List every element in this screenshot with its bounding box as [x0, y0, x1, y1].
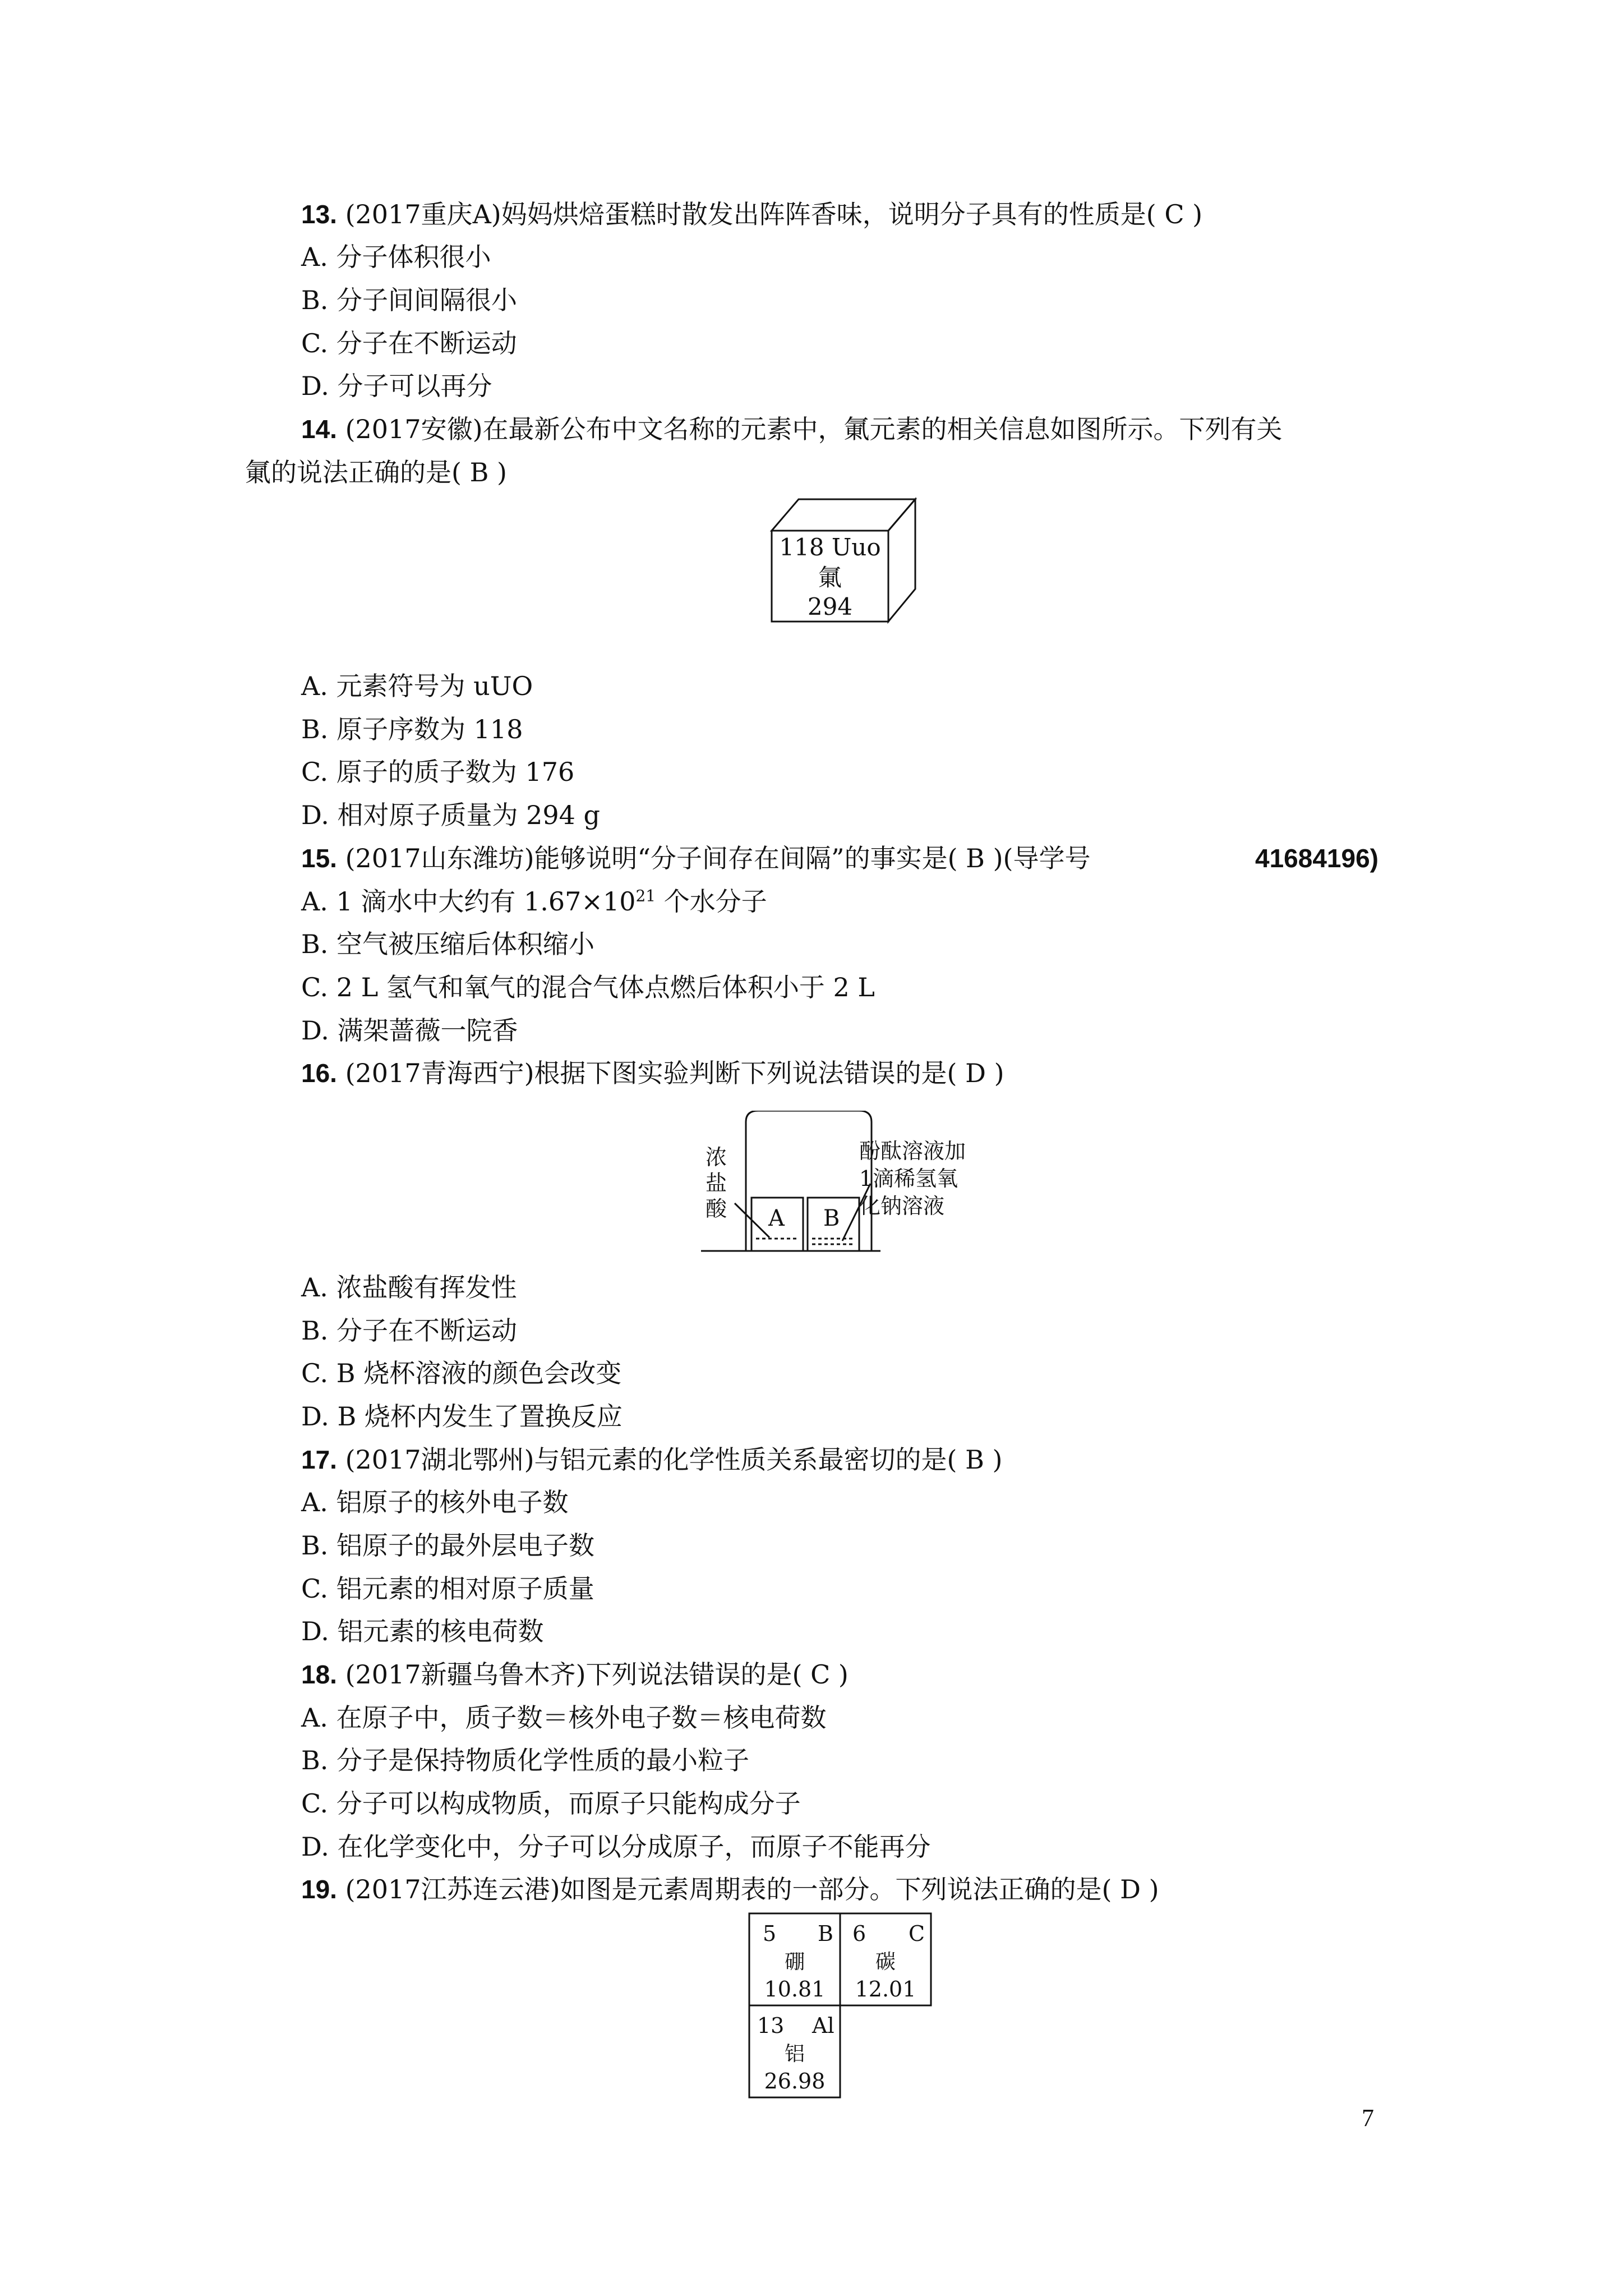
question-15-option-c: C. 2 L 氢气和氧气的混合气体点燃后体积小于 2 L: [301, 972, 875, 1002]
aluminum-mass: 26.98: [764, 2069, 826, 2093]
beaker-a-label: A: [768, 1205, 785, 1231]
question-16-number: 16.: [301, 1059, 337, 1088]
question-18-stem: [301, 1658, 849, 1691]
question-14-text: (2017安徽)在最新公布中文名称的元素中，氭元素的相关信息如图所示。下列有关: [345, 414, 1283, 444]
question-18-number: 18.: [301, 1660, 337, 1689]
question-18-option-c: C. 分子可以构成物质，而原子只能构成分子: [301, 1788, 801, 1819]
cube-element-name: 氭: [818, 564, 842, 591]
question-19-stem: [301, 1872, 1159, 1906]
aluminum-number: 13: [757, 2013, 785, 2038]
beaker-b-label: B: [823, 1205, 840, 1231]
question-17-stem: [301, 1443, 1002, 1476]
question-15-option-a-prefix: A. 1 滴水中大约有 1.67×10: [301, 886, 636, 917]
experiment-figure: [695, 1111, 987, 1262]
question-15-option-a-exponent: 21: [635, 886, 656, 905]
cube-side-face: [888, 499, 915, 622]
question-17-number: 17.: [301, 1445, 337, 1474]
question-14-number: 14.: [301, 415, 337, 444]
boron-number: 5: [763, 1921, 777, 1946]
question-15-option-d: D. 满架蔷薇一院香: [301, 1015, 518, 1046]
bell-jar: [746, 1111, 872, 1251]
element-cube-figure: [768, 494, 925, 628]
cube-atomic-mass: 294: [807, 593, 853, 620]
aluminum-name: 铝: [784, 2042, 805, 2065]
question-19-number: 19.: [301, 1875, 337, 1904]
question-15-option-b: B. 空气被压缩后体积缩小: [301, 929, 595, 959]
question-13-stem: [301, 197, 1202, 231]
cube-top-face: [772, 499, 915, 531]
carbon-mass: 12.01: [855, 1977, 916, 2001]
right-label-line2: 1滴稀氢氧: [859, 1166, 958, 1191]
left-label-line2: 盐: [706, 1171, 727, 1195]
question-17-text: (2017湖北鄂州)与铝元素的化学性质关系最密切的是( B ): [345, 1444, 1003, 1475]
question-13-text: (2017重庆A)妈妈烘焙蛋糕时散发出阵阵香味，说明分子具有的性质是( C ): [345, 199, 1203, 229]
question-15-text: (2017山东潍坊)能够说明“分子间存在间隔”的事实是( B )(导学号: [345, 843, 1091, 873]
aluminum-symbol: Al: [812, 2013, 834, 2038]
question-18-option-a: A. 在原子中，质子数＝核外电子数＝核电荷数: [301, 1703, 827, 1733]
question-14-stem-line1: [301, 412, 1283, 446]
question-16-option-d: D. B 烧杯内发生了置换反应: [301, 1401, 623, 1432]
boron-symbol: B: [818, 1921, 833, 1946]
question-18-option-d: D. 在化学变化中，分子可以分成原子，而原子不能再分: [301, 1832, 931, 1862]
question-15-option-a: [301, 885, 767, 918]
left-label-line1: 浓: [706, 1145, 727, 1170]
carbon-name: 碳: [875, 1950, 896, 1973]
question-15-stem: [301, 841, 1090, 875]
carbon-symbol: C: [909, 1921, 925, 1946]
question-14-option-a: A. 元素符号为 uUO: [301, 671, 533, 701]
question-16-option-a: A. 浓盐酸有挥发性: [301, 1272, 517, 1303]
question-14-option-c: C. 原子的质子数为 176: [301, 757, 575, 787]
question-16-option-c: C. B 烧杯溶液的颜色会改变: [301, 1358, 622, 1388]
question-17-option-c: C. 铝元素的相对原子质量: [301, 1573, 594, 1604]
question-13-option-b: B. 分子间间隔很小: [301, 285, 518, 315]
boron-name: 硼: [784, 1950, 805, 1973]
carbon-number: 6: [852, 1921, 866, 1946]
question-17-option-a: A. 铝原子的核外电子数: [301, 1487, 569, 1517]
question-16-text: (2017青海西宁)根据下图实验判断下列说法错误的是( D ): [345, 1058, 1004, 1088]
question-14-option-b: B. 原子序数为 118: [301, 714, 523, 744]
question-19-text: (2017江苏连云港)如图是元素周期表的一部分。下列说法正确的是( D ): [345, 1874, 1159, 1904]
question-15-option-a-suffix: 个水分子: [656, 886, 767, 917]
question-15-number: 15.: [301, 844, 337, 873]
question-15-doc-id: 41684196): [1255, 844, 1378, 873]
question-17-option-b: B. 铝原子的最外层电子数: [301, 1530, 595, 1561]
right-label-line3: 化钠溶液: [859, 1194, 945, 1218]
question-13-option-c: C. 分子在不断运动: [301, 328, 517, 358]
question-13-option-d: D. 分子可以再分: [301, 371, 492, 401]
question-18-text: (2017新疆乌鲁木齐)下列说法错误的是( C ): [345, 1659, 849, 1690]
question-16-stem: [301, 1056, 1004, 1090]
question-18-option-b: B. 分子是保持物质化学性质的最小粒子: [301, 1745, 750, 1775]
page-number: 7: [1362, 2104, 1374, 2132]
boron-mass: 10.81: [764, 1977, 826, 2001]
right-label-line1: 酚酞溶液加: [859, 1139, 966, 1163]
question-14-stem-line2: 氭的说法正确的是( B ): [245, 457, 507, 487]
cube-atomic-number-symbol: 118 Uuo: [779, 533, 881, 561]
question-16-option-b: B. 分子在不断运动: [301, 1315, 518, 1346]
question-13-option-a: A. 分子体积很小: [301, 242, 491, 272]
question-13-number: 13.: [301, 200, 337, 229]
periodic-table-figure: [746, 1910, 942, 2101]
question-14-option-d: D. 相对原子质量为 294 g: [301, 800, 600, 830]
question-17-option-d: D. 铝元素的核电荷数: [301, 1616, 544, 1646]
left-label-line3: 酸: [706, 1197, 727, 1221]
